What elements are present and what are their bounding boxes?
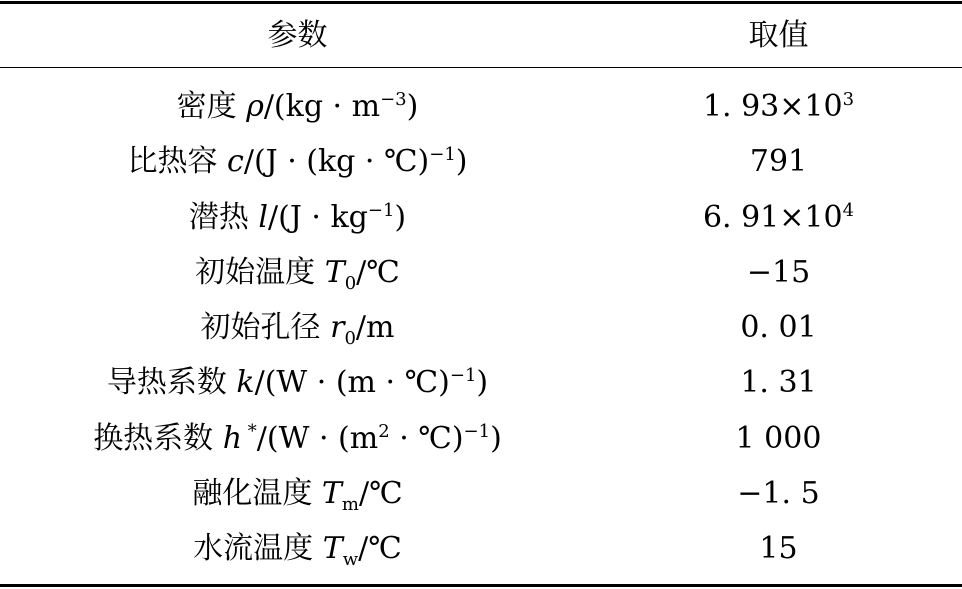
param-symbol: r	[330, 310, 345, 346]
table-row	[0, 521, 962, 576]
value-cell	[595, 466, 962, 521]
value-text: 791	[749, 144, 808, 180]
value-exponent: 3	[842, 89, 855, 110]
param-symbol: c	[227, 144, 244, 180]
table-row	[0, 355, 962, 410]
param-cell	[0, 355, 595, 410]
value-cell	[595, 300, 962, 355]
param-label: 比热容	[127, 144, 218, 180]
param-cell	[0, 79, 595, 134]
param-unit: $/(kg \cdot m^{-3})$	[263, 89, 419, 124]
table-body	[0, 79, 962, 577]
param-symbol: k	[236, 365, 255, 401]
param-label: 水流温度	[193, 531, 314, 567]
param-unit: /℃	[358, 476, 403, 512]
value-cell	[595, 521, 962, 576]
param-unit: $/(J \cdot kg^{-1})$	[268, 199, 407, 235]
param-cell	[0, 521, 595, 576]
param-cell	[0, 190, 595, 245]
param-cell	[0, 300, 595, 355]
param-label: 密度	[176, 89, 237, 124]
value-text: 1. 31	[740, 365, 817, 401]
param-symbol: ρ	[246, 89, 264, 124]
param-unit: /℃	[356, 254, 400, 290]
param-symbol: T	[321, 476, 342, 512]
symbol-subscript: 0	[344, 272, 357, 294]
param-cell	[0, 466, 595, 521]
value-text: −15	[746, 254, 811, 290]
param-symbol: T	[322, 531, 343, 567]
value-text: 1. 93×10	[702, 89, 843, 124]
value-cell	[595, 411, 962, 466]
symbol-subscript: 0	[344, 328, 356, 350]
param-symbol: l	[258, 199, 269, 235]
table-row	[0, 190, 962, 245]
value-cell	[595, 355, 962, 410]
param-unit: /(W · (m · ℃)$^{-1}$)	[254, 365, 489, 401]
param-symbol: T	[324, 254, 345, 290]
symbol-superscript: *	[242, 420, 257, 442]
table-row	[0, 134, 962, 189]
value-text: 6. 91×10	[702, 199, 843, 235]
header-rule	[0, 67, 962, 68]
value-cell	[595, 190, 962, 245]
table-row	[0, 79, 962, 134]
table-header-row	[0, 4, 962, 67]
value-cell	[595, 245, 962, 300]
param-unit: /m	[355, 310, 395, 346]
table-row	[0, 245, 962, 300]
value-text: 15	[759, 531, 798, 567]
param-label: 初始孔径	[200, 310, 321, 346]
table-row	[0, 300, 962, 355]
param-unit: /℃	[358, 531, 402, 567]
param-label: 潜热	[188, 199, 249, 235]
value-text: 0. 01	[740, 310, 817, 346]
param-symbol: h	[222, 420, 243, 456]
table-row	[0, 411, 962, 466]
table-row	[0, 466, 962, 521]
header-param: 参数	[267, 18, 328, 53]
value-text: −1. 5	[737, 476, 820, 512]
header-value: 取值	[748, 18, 809, 53]
param-label: 换热系数	[93, 420, 214, 456]
param-cell	[0, 134, 595, 189]
param-cell	[0, 411, 595, 466]
param-label: 导热系数	[106, 365, 227, 401]
param-cell	[0, 245, 595, 300]
value-cell	[595, 79, 962, 134]
bottom-rule	[0, 584, 962, 587]
symbol-subscript: m	[341, 494, 359, 516]
value-text: 1 000	[735, 420, 822, 456]
param-label: 初始温度	[195, 254, 316, 290]
value-exponent: 4	[842, 199, 855, 221]
param-unit: $/(W \cdot (m^2$ · ℃)$^{-1}$)	[256, 420, 502, 456]
param-unit: /(J · (kg · ℃)$^{-1}$)	[243, 144, 468, 180]
value-cell	[595, 134, 962, 189]
param-label: 融化温度	[192, 476, 313, 512]
symbol-subscript: w	[342, 549, 359, 571]
